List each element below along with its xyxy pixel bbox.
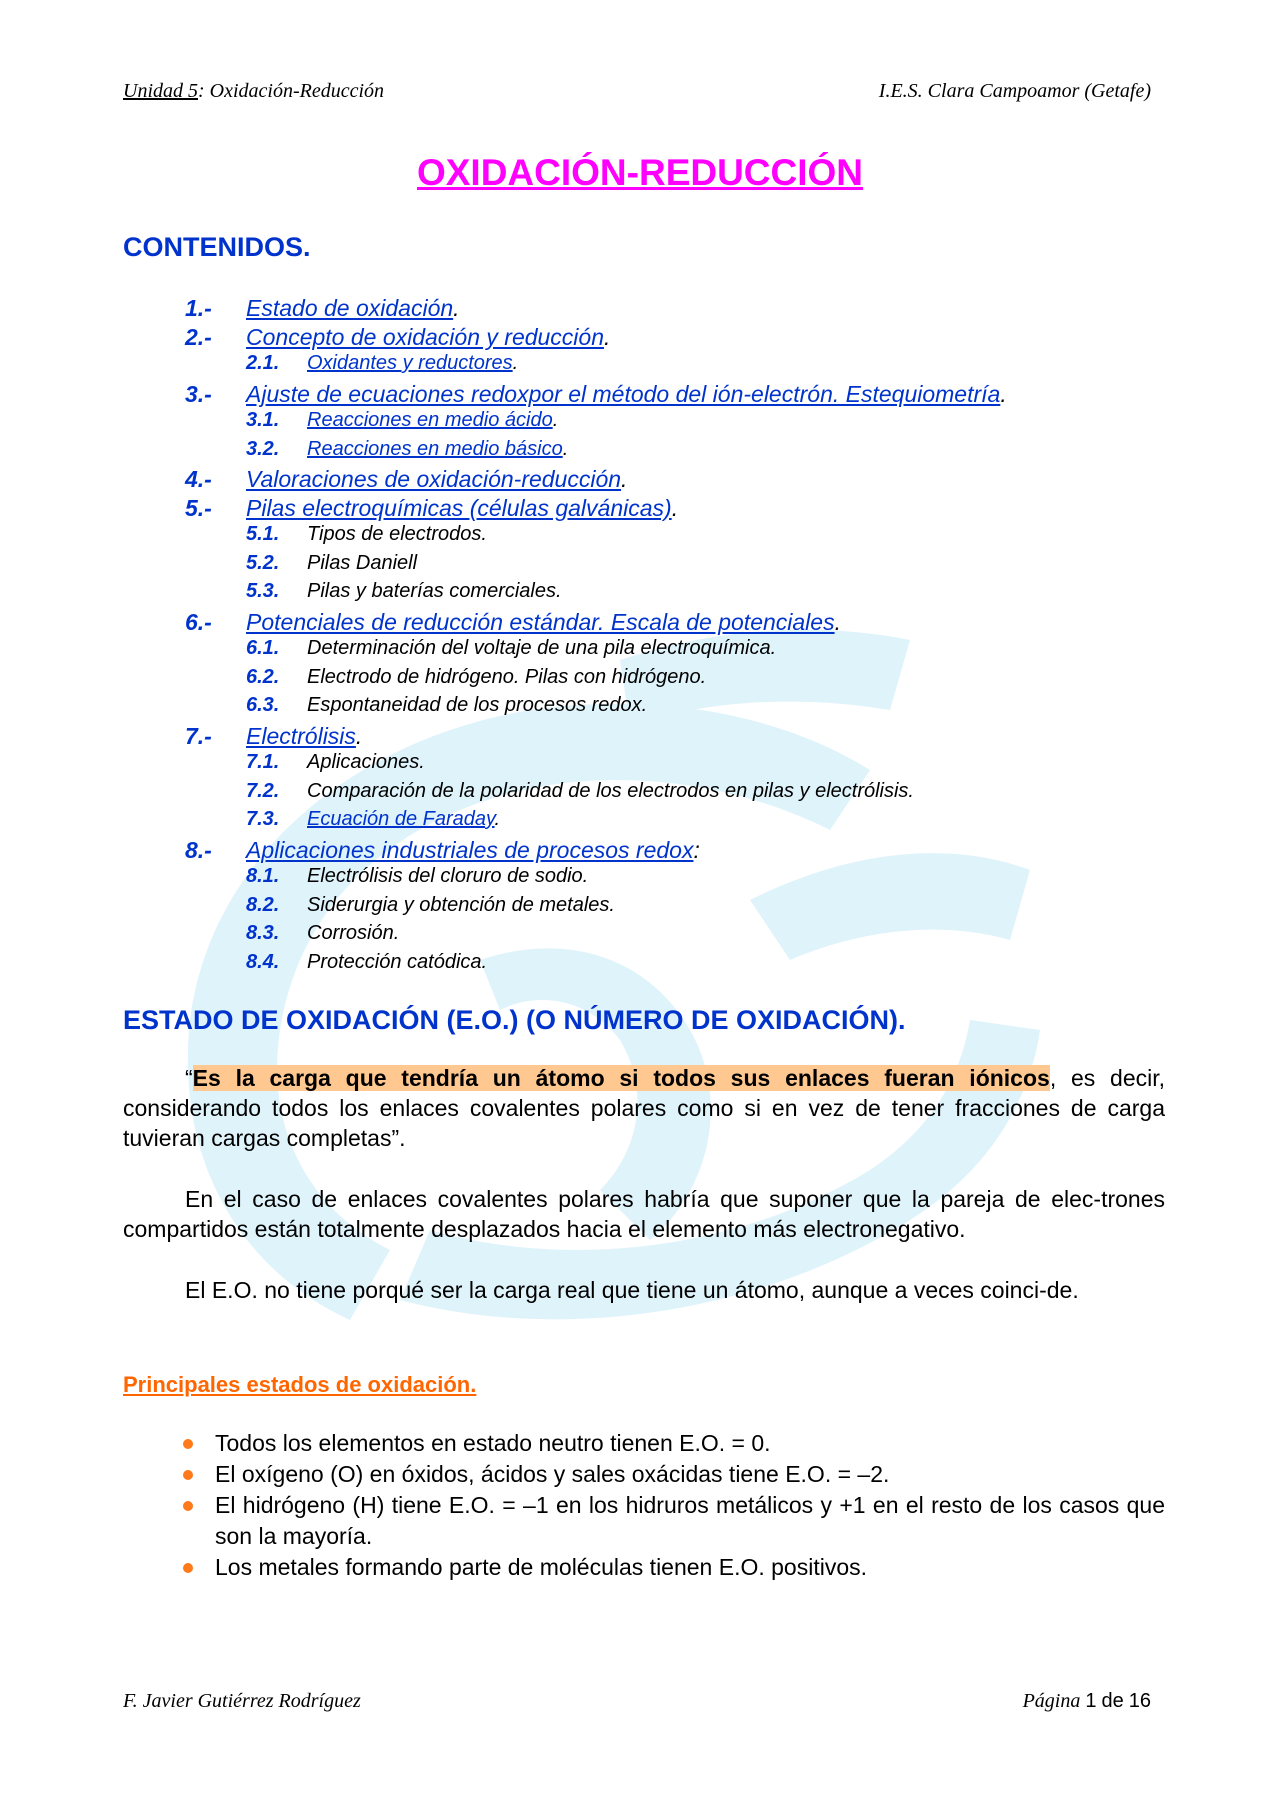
bullet-dot-icon [183, 1501, 193, 1511]
bullet-item [0, 1459, 1165, 1490]
toc-item-punctuation: . [512, 352, 519, 374]
toc-item-link[interactable]: Oxidantes y reductores [307, 352, 513, 374]
toc-item-number: 7.1. [246, 751, 280, 773]
toc-item-number: 6.1. [246, 637, 280, 659]
toc-item[interactable] [0, 466, 1280, 495]
real-charge-paragraph: El E.O. no tiene porqué ser la carga real que tiene un átomo, aunque a veces coinci-de. [185, 1277, 1079, 1303]
bullet-dot-icon [183, 1470, 193, 1480]
toc-item-text[interactable] [246, 295, 460, 322]
toc-item-punctuation: . [1000, 380, 1007, 407]
toc-item[interactable] [0, 837, 1280, 866]
toc-item [0, 580, 1280, 609]
toc-item-punctuation: . [552, 409, 559, 431]
toc-item-label: Protección catódica. [307, 950, 488, 973]
toc-item-number: 2.1. [246, 352, 280, 374]
toc-item-text[interactable] [246, 609, 841, 636]
toc-item-text [307, 894, 615, 917]
toc-item [0, 666, 1280, 695]
toc-item-text[interactable] [246, 723, 362, 750]
toc-item-link[interactable]: Electrólisis [246, 722, 356, 749]
toc-item-number: 5.1. [246, 523, 280, 545]
toc-item-number: 6.2. [246, 665, 280, 688]
toc-item[interactable] [0, 352, 1280, 381]
toc-item-text [307, 523, 487, 546]
toc-item-number: 5.- [185, 494, 212, 521]
toc-item[interactable] [0, 609, 1280, 638]
toc-item-number: 8.1. [246, 865, 280, 887]
toc-item-punctuation: . [355, 722, 363, 749]
page-total: 16 [1128, 1690, 1151, 1712]
toc-item-text [307, 580, 562, 603]
toc-item [0, 523, 1280, 552]
toc-item[interactable] [0, 723, 1280, 752]
toc-item-punctuation: . [494, 808, 501, 830]
toc-item-link[interactable]: Concepto de oxidación y reducción [246, 323, 605, 350]
toc-item-number: 7.- [185, 722, 212, 749]
toc-item [0, 780, 1280, 809]
toc-item-number: 8.3. [246, 922, 280, 944]
toc-item-text[interactable] [307, 808, 500, 831]
toc-item[interactable] [0, 324, 1280, 353]
open-quote: “ [185, 1065, 193, 1091]
toc-item-link[interactable]: Pilas electroquímicas (células galvánicas) [246, 494, 672, 521]
toc-item-link[interactable]: Potenciales de reducción estándar. Escala de potenciales [246, 608, 835, 635]
toc-item-text [307, 552, 417, 575]
toc-item-number: 3.1. [246, 409, 280, 431]
page-title: OXIDACIÓN-REDUCCIÓN [416, 152, 864, 193]
toc-item-text[interactable] [246, 381, 1007, 408]
toc-item-number: 5.3. [246, 580, 280, 602]
toc-item-number: 3.2. [246, 437, 280, 460]
definition-paragraph [123, 1063, 1165, 1153]
bullet-text: El oxígeno (O) en óxidos, ácidos y sales oxácidas tiene E.O. = –2. [215, 1461, 890, 1487]
header-school: I.E.S. Clara Campoamor (Getafe) [878, 80, 1151, 102]
toc-item-text [307, 637, 776, 660]
toc-item-punctuation: . [834, 608, 841, 635]
toc-item-label: Siderurgia y obtención de metales. [307, 893, 615, 916]
toc-item [0, 637, 1280, 666]
bullet-dot-icon [183, 1563, 193, 1573]
toc-item[interactable] [0, 808, 1280, 837]
toc-item-text [307, 922, 399, 945]
toc-item-punctuation: . [562, 437, 569, 460]
table-of-contents [0, 295, 1280, 979]
toc-item-link[interactable]: Ajuste de ecuaciones redoxpor el método del ión-electrón. Estequiometría [246, 380, 1001, 407]
toc-item-label: Electrodo de hidrógeno. Pilas con hidrógeno. [307, 665, 707, 688]
toc-item-link[interactable]: Estado de oxidación [246, 295, 454, 321]
toc-item [0, 951, 1280, 980]
bullet-text: Los metales formando parte de moléculas tienen E.O. positivos. [215, 1554, 868, 1580]
toc-item-text[interactable] [307, 438, 568, 461]
footer-author: F. Javier Gutiérrez Rodríguez [123, 1690, 361, 1712]
toc-item-text [307, 865, 588, 888]
toc-item-label: Corrosión. [307, 922, 400, 944]
bullet-text: Todos los elementos en estado neutro tienen E.O. = 0. [215, 1430, 771, 1456]
toc-item[interactable] [0, 381, 1280, 410]
toc-item-number: 6.3. [246, 694, 280, 716]
oxidation-states-list [0, 1428, 1280, 1583]
toc-item-punctuation: : [693, 836, 700, 863]
toc-item-number: 6.- [185, 608, 212, 635]
toc-item-text[interactable] [246, 466, 627, 493]
toc-item-text[interactable] [307, 409, 558, 432]
highlighted-definition: Es la carga que tendría un átomo si todos sus enlaces fueran iónicos [192, 1065, 1050, 1091]
toc-item[interactable] [0, 295, 1280, 324]
toc-item [0, 694, 1280, 723]
bullet-item [0, 1490, 1165, 1552]
toc-item-text[interactable] [246, 495, 678, 522]
toc-item-link[interactable]: Valoraciones de oxidación-reducción [246, 466, 622, 492]
definition-rest: , es decir, considerando todos los enlaces covalentes polares como si en vez de tener fracciones de carga tuvieran cargas completas”. [123, 1065, 1165, 1151]
toc-item [0, 751, 1280, 780]
toc-item [0, 552, 1280, 581]
toc-item-number: 5.2. [246, 551, 280, 574]
toc-item-label: Tipos de electrodos. [307, 523, 487, 545]
toc-item [0, 894, 1280, 923]
bullet-text: El hidrógeno (H) tiene E.O. = –1 en los hidruros metálicos y +1 en el resto de los casos que son la mayoría. [215, 1492, 1165, 1549]
toc-item-punctuation: . [621, 466, 628, 492]
contents-heading: CONTENIDOS. [123, 232, 311, 262]
header-unit-number: Unidad 5 [123, 80, 198, 102]
toc-item-label: Espontaneidad de los procesos redox. [307, 694, 648, 716]
page-number: 1 [1085, 1690, 1097, 1712]
toc-item-punctuation: . [453, 295, 460, 321]
oxidation-states-subheading: Principales estados de oxidación. [123, 1372, 477, 1397]
toc-item-punctuation: . [604, 323, 611, 350]
toc-item-number: 7.2. [246, 779, 280, 802]
toc-item-number: 2.- [185, 323, 212, 350]
toc-item[interactable] [0, 409, 1280, 438]
toc-item-text [307, 694, 647, 717]
toc-item-number: 8.4. [246, 950, 280, 973]
toc-item-number: 8.- [185, 836, 212, 863]
toc-item [0, 922, 1280, 951]
toc-item-label: Aplicaciones. [307, 751, 425, 773]
toc-item-link[interactable]: Reacciones en medio ácido [307, 409, 553, 431]
bullet-dot-icon [183, 1439, 193, 1449]
toc-item-number: 8.2. [246, 893, 280, 916]
toc-item-text [307, 780, 914, 803]
toc-item [0, 865, 1280, 894]
toc-item-link[interactable]: Ecuación de Faraday [307, 808, 495, 830]
header-unit [123, 80, 384, 103]
toc-item-text [307, 751, 425, 774]
toc-item-label: Pilas Daniell [307, 551, 418, 574]
toc-item-text [307, 666, 706, 689]
section-heading: ESTADO DE OXIDACIÓN (E.O.) (O NÚMERO DE OXIDACIÓN). [123, 1005, 906, 1035]
bullet-item [0, 1552, 1165, 1583]
bullet-item [0, 1428, 1165, 1459]
toc-item-label: Pilas y baterías comerciales. [307, 580, 562, 602]
toc-item-text [307, 951, 487, 974]
toc-item-text[interactable] [246, 837, 700, 864]
toc-item-punctuation: . [671, 494, 679, 521]
toc-item-text[interactable] [246, 324, 610, 351]
polar-bonds-paragraph: En el caso de enlaces covalentes polares habría que suponer que la pareja de elec-trones compartidos están totalmente desplazados hacia el elemento más electronegativo. [123, 1186, 1165, 1242]
toc-item-text[interactable] [307, 352, 518, 375]
toc-item-link[interactable]: Reacciones en medio básico [307, 437, 563, 460]
header-unit-title: : Oxidación-Reducción [198, 80, 385, 102]
toc-item-label: Determinación del voltaje de una pila electroquímica. [307, 637, 777, 659]
footer-page-info [1023, 1690, 1151, 1713]
toc-item-number: 3.- [185, 380, 212, 407]
toc-item-label: Comparación de la polaridad de los electrodos en pilas y electrólisis. [307, 779, 914, 802]
toc-item-number: 7.3. [246, 808, 280, 830]
page-label: Página [1022, 1690, 1081, 1712]
toc-item-label: Electrólisis del cloruro de sodio. [307, 865, 589, 887]
toc-item-number: 4.- [185, 466, 212, 492]
toc-item[interactable] [0, 438, 1280, 467]
toc-item-link[interactable]: Aplicaciones industriales de procesos redox [246, 836, 694, 863]
toc-item[interactable] [0, 495, 1280, 524]
page-of: de [1101, 1690, 1124, 1712]
toc-item-number: 1.- [185, 295, 212, 321]
